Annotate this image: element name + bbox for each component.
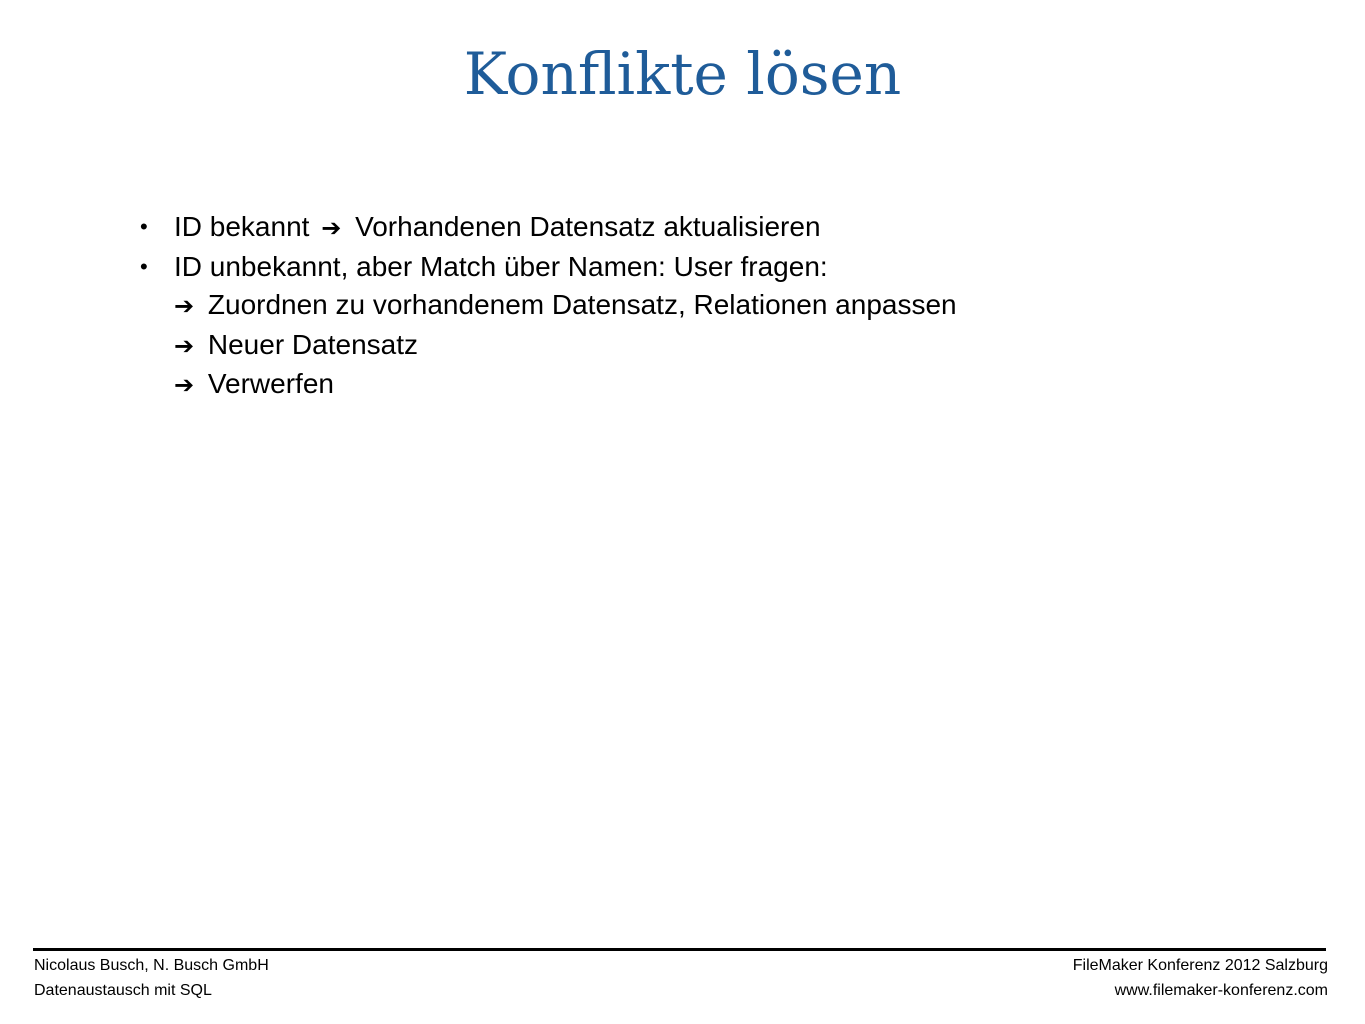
bullet-dot-icon: •	[140, 214, 148, 239]
footer-event: FileMaker Konferenz 2012 Salzburg	[1072, 957, 1328, 974]
footer-right	[1073, 953, 1328, 1003]
option-line-new-record	[174, 326, 1238, 366]
right-arrow-icon: ➔	[174, 292, 195, 320]
option-line-discard	[174, 365, 1238, 405]
footer-author: Nicolaus Busch, N. Busch GmbH	[34, 957, 269, 974]
right-arrow-icon: ➔	[174, 331, 195, 360]
right-arrow-icon: ➔	[321, 214, 342, 242]
option-text-assign: Zuordnen zu vorhandenem Datensatz, Relationen anpassen	[207, 289, 957, 320]
bullet-text-id-known: ID bekannt	[174, 211, 310, 242]
option-line-assign	[174, 286, 1238, 326]
bullet-list	[138, 208, 1238, 405]
option-text-new-record: Neuer Datensatz	[207, 328, 418, 360]
bullet-item-id-unknown	[138, 248, 1238, 405]
footer-divider	[33, 948, 1326, 951]
footer-website: www.filemaker-konferenz.com	[1114, 982, 1328, 999]
bullet-text-id-unknown: ID unbekannt, aber Match über Namen: User fragen:	[174, 250, 828, 282]
option-text-discard: Verwerfen	[207, 368, 334, 399]
bullet-dot-icon: •	[140, 253, 148, 279]
footer-left	[34, 953, 269, 1003]
footer-topic: Datenaustausch mit SQL	[34, 982, 212, 999]
bullet-text-update-record: Vorhandenen Datensatz aktualisieren	[355, 211, 821, 242]
right-arrow-icon: ➔	[174, 371, 195, 399]
bullet-item-id-known	[138, 208, 1238, 248]
slide-title: Konflikte lösen	[463, 40, 902, 108]
